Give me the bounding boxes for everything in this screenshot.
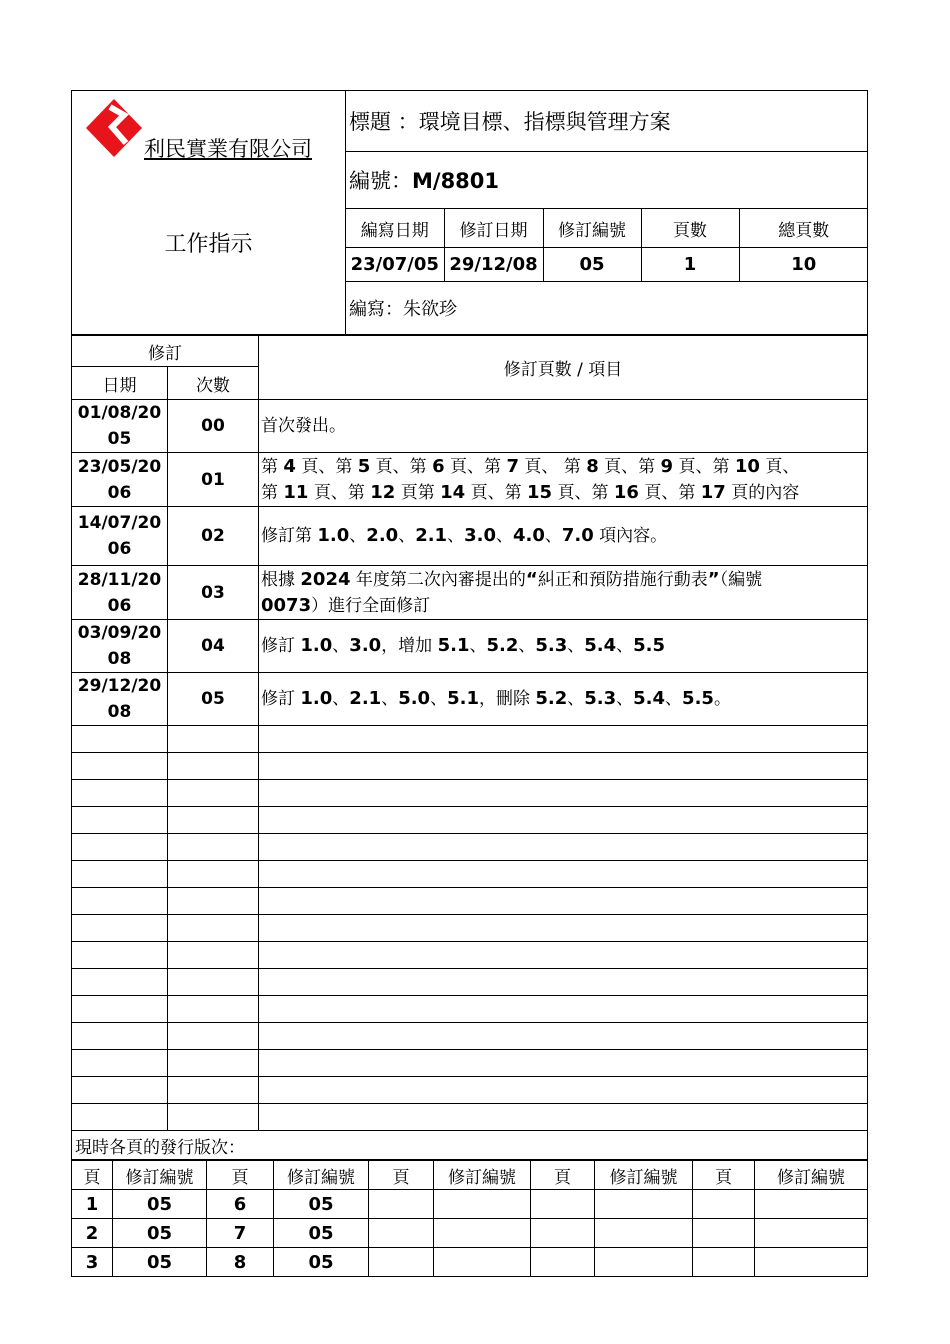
issue-revision-number [755,1248,868,1277]
empty-cell [168,753,259,780]
issue-header-row [72,1161,868,1190]
issue-page-number: 8 [207,1248,274,1277]
empty-cell [168,969,259,996]
issue-page-number [369,1248,434,1277]
empty-cell [168,861,259,888]
issue-row [72,1248,868,1277]
revision-number: 05 [168,673,259,726]
revision-row [72,566,868,620]
issue-page-number: 6 [207,1190,274,1219]
revision-row [72,507,868,566]
revision-date: 29/12/2008 [72,673,168,726]
empty-cell [72,942,168,969]
revision-row [72,400,868,453]
empty-cell [72,807,168,834]
revision-table [71,335,868,1160]
empty-cell [259,861,868,888]
document-sheet [71,90,867,1277]
issue-header-revision: 修訂編號 [595,1161,693,1190]
meta-value-page: 1 [641,248,739,282]
empty-cell [72,753,168,780]
empty-cell [259,942,868,969]
empty-row [72,726,868,753]
issue-revision-number [595,1219,693,1248]
empty-cell [72,861,168,888]
empty-cell [72,780,168,807]
empty-cell [259,780,868,807]
meta-header-page: 頁數 [641,209,739,248]
issue-header-page: 頁 [531,1161,595,1190]
revision-number: 00 [168,400,259,453]
issue-revision-number [755,1190,868,1219]
header-table [71,90,868,335]
empty-cell [259,726,868,753]
empty-cell [72,1104,168,1131]
revision-row [72,673,868,726]
revision-items-header: 修訂頁數 / 項目 [259,336,868,400]
revision-number: 04 [168,620,259,673]
empty-cell [259,969,868,996]
issue-header-page: 頁 [207,1161,274,1190]
empty-cell [259,996,868,1023]
empty-row [72,1077,868,1104]
empty-cell [168,942,259,969]
issue-header-page: 頁 [693,1161,755,1190]
revision-date: 28/11/2006 [72,566,168,620]
empty-cell [168,834,259,861]
issue-page-number [369,1190,434,1219]
meta-header-revision-no: 修訂編號 [543,209,641,248]
revision-number: 02 [168,507,259,566]
revision-description: 根據 2024 年度第二次內審提出的“糾正和預防措施行動表”（編號 0073）進行全面修訂 [259,566,868,620]
empty-row [72,915,868,942]
empty-cell [168,726,259,753]
empty-cell [259,888,868,915]
empty-row [72,969,868,996]
issue-page-number [531,1190,595,1219]
document-title: 標題 ：環境目標、指標與管理方案 [346,91,868,152]
issue-revision-number [595,1248,693,1277]
empty-row [72,780,868,807]
empty-cell [168,915,259,942]
revision-description: 修訂 1.0、3.0，增加 5.1、5.2、5.3、5.4、5.5 [259,620,868,673]
issue-page-number: 3 [72,1248,113,1277]
empty-cell [168,1023,259,1050]
issue-revision-number [755,1219,868,1248]
issue-page-number [369,1219,434,1248]
empty-cell [259,834,868,861]
empty-row [72,1050,868,1077]
empty-cell [259,1077,868,1104]
empty-cell [168,1050,259,1077]
author: 編寫：朱欲珍 [346,282,868,335]
issue-revision-number [434,1190,531,1219]
meta-table [346,209,868,281]
issue-page-number [693,1219,755,1248]
issue-header-revision: 修訂編號 [274,1161,369,1190]
revision-description: 第 4 頁、第 5 頁、第 6 頁、第 7 頁、 第 8 頁、第 9 頁、第 10 頁、 第 11 頁、第 12 頁第 14 頁、第 15 頁、第 16 頁、第 17 頁的內容 [259,453,868,507]
meta-header-written-date: 編寫日期 [346,209,444,248]
logo-cell [72,91,346,161]
empty-row [72,807,868,834]
issue-revision-number: 05 [274,1219,369,1248]
issue-revision-number [434,1219,531,1248]
empty-cell [259,1050,868,1077]
meta-value-revised-date: 29/12/08 [444,248,543,282]
issue-header-page: 頁 [72,1161,113,1190]
issue-page-number [693,1190,755,1219]
revision-description: 首次發出。 [259,400,868,453]
issue-revision-number: 05 [274,1248,369,1277]
issue-page-number [693,1248,755,1277]
empty-row [72,753,868,780]
issue-revision-number: 05 [113,1248,207,1277]
empty-cell [168,807,259,834]
revision-number: 01 [168,453,259,507]
empty-cell [168,1104,259,1131]
empty-cell [259,807,868,834]
company-logo-icon [84,99,144,159]
issue-revision-number [595,1190,693,1219]
empty-cell [259,915,868,942]
revision-count-header: 次數 [168,367,259,400]
empty-cell [168,780,259,807]
revision-description: 修訂 1.0、2.1、5.0、5.1，刪除 5.2、5.3、5.4、5.5。 [259,673,868,726]
meta-header-revised-date: 修訂日期 [444,209,543,248]
issue-revision-number: 05 [274,1190,369,1219]
issue-revision-number: 05 [113,1219,207,1248]
issue-table [71,1160,868,1277]
meta-header-total-pages: 總頁數 [739,209,868,248]
empty-cell [168,888,259,915]
empty-row [72,834,868,861]
empty-cell [72,1050,168,1077]
meta-cell [346,209,868,282]
empty-cell [72,915,168,942]
revision-date: 03/09/2008 [72,620,168,673]
issue-caption: 現時各頁的發行版次： [72,1131,868,1160]
empty-cell [72,1077,168,1104]
empty-row [72,861,868,888]
issue-row [72,1190,868,1219]
meta-value-revision-no: 05 [543,248,641,282]
empty-cell [259,753,868,780]
empty-cell [168,1077,259,1104]
issue-revision-number: 05 [113,1190,207,1219]
revision-number: 03 [168,566,259,620]
empty-row [72,888,868,915]
empty-cell [259,1023,868,1050]
revision-date-header: 日期 [72,367,168,400]
company-name: 利民實業有限公司 [144,137,312,161]
empty-row [72,1023,868,1050]
issue-header-revision: 修訂編號 [434,1161,531,1190]
issue-header-revision: 修訂編號 [755,1161,868,1190]
revision-row [72,620,868,673]
issue-page-number: 2 [72,1219,113,1248]
document-type: 工作指示 [72,152,346,335]
issue-header-page: 頁 [369,1161,434,1190]
revision-header: 修訂 [72,336,259,367]
meta-value-total-pages: 10 [739,248,868,282]
empty-cell [72,969,168,996]
empty-row [72,996,868,1023]
revision-row [72,453,868,507]
empty-cell [72,1023,168,1050]
revision-date: 23/05/2006 [72,453,168,507]
issue-page-number: 1 [72,1190,113,1219]
issue-page-number: 7 [207,1219,274,1248]
issue-page-number [531,1219,595,1248]
issue-page-number [531,1248,595,1277]
issue-revision-number [434,1248,531,1277]
empty-cell [72,834,168,861]
issue-header-revision: 修訂編號 [113,1161,207,1190]
revision-date: 14/07/2006 [72,507,168,566]
empty-cell [259,1104,868,1131]
empty-cell [72,726,168,753]
issue-row [72,1219,868,1248]
empty-row [72,1104,868,1131]
revision-date: 01/08/2005 [72,400,168,453]
empty-row [72,942,868,969]
document-code: 編號：M/8801 [346,152,868,209]
empty-cell [168,996,259,1023]
meta-value-written-date: 23/07/05 [346,248,444,282]
revision-description: 修訂第 1.0、2.0、2.1、3.0、4.0、7.0 項內容。 [259,507,868,566]
empty-cell [72,996,168,1023]
empty-cell [72,888,168,915]
